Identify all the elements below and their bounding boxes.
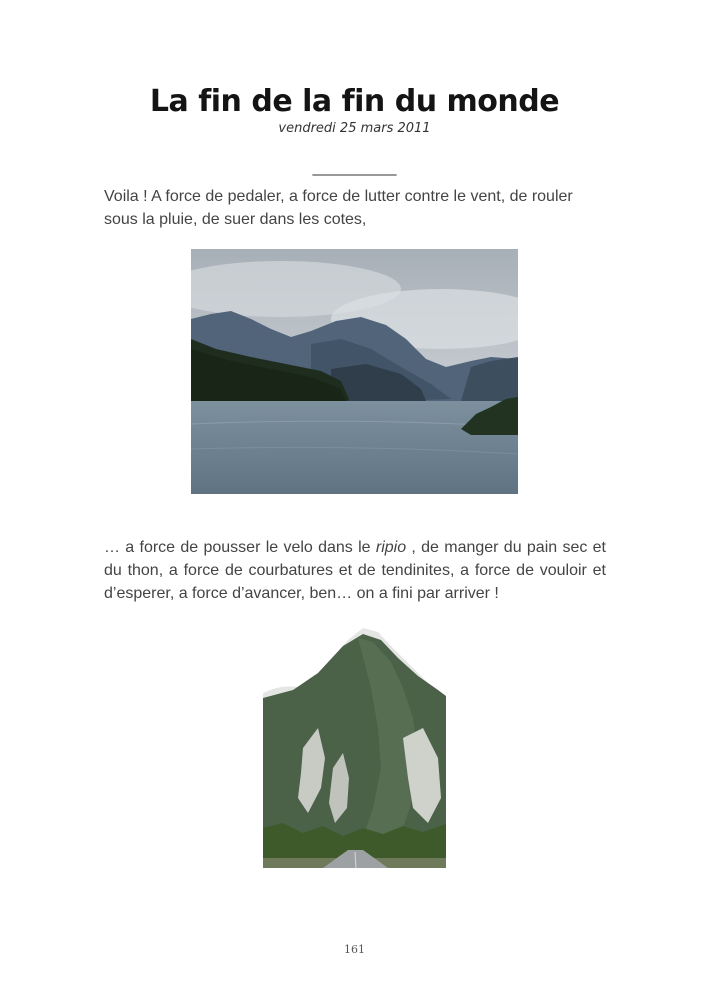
mountain-road-photo xyxy=(263,628,446,868)
page-number: 161 xyxy=(344,943,365,956)
paragraph-main-end: , de manger du pain sec et du thon, a force de courbatures et de tendinites, a force de vouloir et d’esperer, a force d’avancer, ben… on a fini par arriver ! xyxy=(104,539,606,602)
post-date: vendredi 25 mars 2011 xyxy=(278,121,431,136)
mountain-road-photo-illustration xyxy=(263,628,446,868)
lake-photo xyxy=(191,249,518,494)
separator-line: ____________ xyxy=(312,160,397,176)
paragraph-main-start: … a force de pousser le velo dans le xyxy=(104,539,376,556)
paragraph-main xyxy=(104,536,606,605)
paragraph-intro: Voila ! A force de pedaler, a force de lutter contre le vent, de rouler sous la pluie, de suer dans les cotes, xyxy=(104,188,573,228)
lake-photo-illustration xyxy=(191,249,518,494)
paragraph-main-italic-word: ripio xyxy=(375,539,407,556)
page-title: La fin de la fin du monde xyxy=(149,84,560,119)
